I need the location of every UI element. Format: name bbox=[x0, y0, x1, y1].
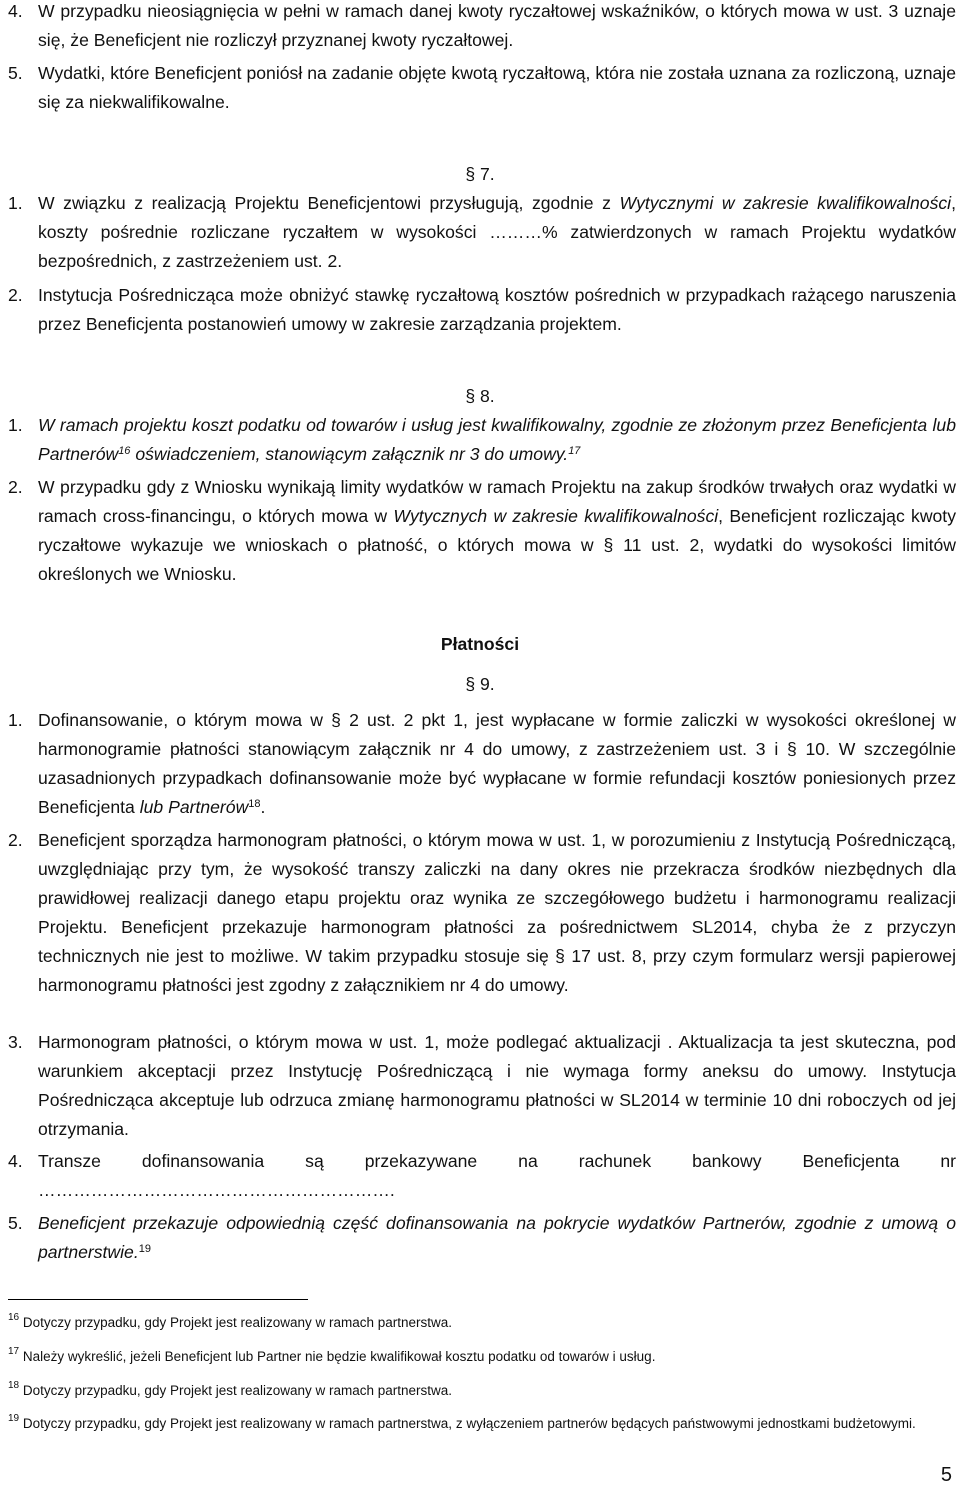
item-number: 5. bbox=[8, 1213, 23, 1233]
item-text-italic: W ramach projektu koszt podatku od towarów i usług jest kwalifikowalny, zgodnie ze złożonym przez Beneficjenta lub Partnerów bbox=[38, 415, 956, 464]
item-text: , Beneficjent rozliczając kwoty ryczałtowe wykazuje we wnioskach o płatność, o których mowa w § 11 ust. 2, wydatki do wysokości limitów określonych we Wniosku. bbox=[38, 506, 956, 584]
item-text: , koszty pośrednie rozliczane ryczałtem w wysokości ………% zatwierdzonych w ramach Projektu wydatków bezpośrednich, z zastrzeżeniem ust. 2. bbox=[38, 193, 956, 271]
section-heading: Płatności bbox=[440, 634, 520, 654]
footnote bbox=[8, 1346, 952, 1367]
item-number: 4. bbox=[8, 1, 23, 21]
item-text: Harmonogram płatności, o którym mowa w ust. 1, może podlegać aktualizacji . Aktualizacja ta jest skuteczna, pod warunkiem akceptacji przez Instytucję Pośredniczącą i nie wymaga formy aneksu do umowy. Instytucja Pośrednicząca akceptuje lub odrzuca zmianę harmonogramu płatności w SL2014 w terminie 10 dni roboczych od jej otrzymania. bbox=[38, 1032, 956, 1139]
list-item bbox=[8, 0, 956, 55]
list-item bbox=[8, 411, 956, 469]
footnote-divider bbox=[8, 1299, 308, 1300]
item-text: Dofinansowanie, o którym mowa w § 2 ust. 2 pkt 1, jest wypłacane w formie zaliczki w wysokości określonej w harmonogramie płatności stanowiącym załącznik nr 4 do umowy, z zastrzeżeniem ust. 3 i § 10. W szczególnie uzasadnionych przypadkach dofinansowanie może być wypłacane w formie refundacji kosztów poniesionych przez Beneficjenta bbox=[38, 710, 956, 817]
footnote-ref[interactable]: 19 bbox=[138, 1243, 151, 1255]
footnote-number: 18 bbox=[8, 1380, 20, 1391]
footnote-text: Należy wykreślić, jeżeli Beneficjent lub Partner nie będzie kwalifikował kosztu podatku od towarów i usług. bbox=[22, 1349, 656, 1364]
section-7-title: § 7. bbox=[465, 164, 495, 184]
item-text: W przypadku nieosiągnięcia w pełni w ramach danej kwoty ryczałtowej wskaźników, o których mowa w ust. 3 uznaje się, że Beneficjent nie rozliczył przyznanej kwoty ryczałtowej. bbox=[38, 1, 956, 50]
item-number: 3. bbox=[8, 1032, 23, 1052]
footnote-ref[interactable]: 17 bbox=[568, 445, 581, 457]
item-number: 2. bbox=[8, 477, 23, 497]
footnote-text: Dotyczy przypadku, gdy Projekt jest realizowany w ramach partnerstwa. bbox=[22, 1315, 453, 1330]
list-item bbox=[8, 281, 956, 339]
item-text: Instytucja Pośrednicząca może obniżyć stawkę ryczałtową kosztów pośrednich w przypadkach rażącego naruszenia przez Beneficjenta postanowień umowy w zakresie zarządzania projektem. bbox=[38, 285, 956, 334]
item-number: 2. bbox=[8, 285, 23, 305]
item-number: 1. bbox=[8, 415, 23, 435]
item-number: 1. bbox=[8, 193, 23, 213]
item-text: W związku z realizacją Projektu Beneficjentowi przysługują, zgodnie z bbox=[38, 193, 620, 213]
item-text: Beneficjent sporządza harmonogram płatności, o którym mowa w ust. 1, w porozumieniu z Instytucją Pośredniczącą, uwzględniając przy tym, że wysokość transzy zaliczki na dany okres nie przekracza środków niezbędnych dla prawidłowej realizacji danego etapu projektu oraz wynika ze szczegółowego budżetu i harmonogramu realizacji Projektu. Beneficjent przekazuje harmonogram płatności za pośrednictwem SL2014, chyba że z przyczyn technicznych nie jest to możliwe. W takim przypadku stosuje się § 17 ust. 8, przy czym formularz wersji papierowej harmonogramu płatności jest zgodny z załącznikiem nr 4 do umowy. bbox=[38, 830, 956, 995]
item-number: 2. bbox=[8, 830, 23, 850]
list-item bbox=[8, 1209, 956, 1267]
footnote-text: Dotyczy przypadku, gdy Projekt jest realizowany w ramach partnerstwa. bbox=[22, 1383, 453, 1398]
footnote-number: 16 bbox=[8, 1312, 20, 1323]
list-item bbox=[8, 473, 956, 589]
footnote bbox=[8, 1380, 952, 1401]
section-8-title: § 8. bbox=[465, 386, 495, 406]
item-text-italic: oświadczeniem, stanowiącym załącznik nr 3 do umowy. bbox=[130, 444, 569, 464]
item-text: . bbox=[260, 797, 266, 817]
footnote-ref[interactable]: 18 bbox=[248, 798, 261, 810]
footnote-number: 17 bbox=[8, 1346, 20, 1357]
list-item bbox=[8, 826, 956, 1000]
item-number: 1. bbox=[8, 710, 23, 730]
footnote bbox=[8, 1413, 952, 1434]
list-item bbox=[8, 59, 956, 117]
item-number: 5. bbox=[8, 63, 23, 83]
section-9-title: § 9. bbox=[465, 674, 495, 694]
item-number: 4. bbox=[8, 1151, 23, 1171]
item-text-italic: lub Partnerów bbox=[139, 797, 249, 817]
footnote-text: Dotyczy przypadku, gdy Projekt jest realizowany w ramach partnerstwa, z wyłączeniem partnerów będących państwowymi jednostkami budżetowymi. bbox=[22, 1416, 916, 1431]
item-text-italic: Beneficjent przekazuje odpowiednią część dofinansowania na pokrycie wydatków Partnerów, zgodnie z umową o partnerstwie. bbox=[38, 1213, 956, 1262]
list-item bbox=[8, 1147, 956, 1205]
item-text-italic: Wytycznych w zakresie kwalifikowalności bbox=[393, 506, 719, 526]
page-number: 5 bbox=[940, 1464, 952, 1486]
item-text: Transze dofinansowania są przekazywane na rachunek bankowy Beneficjenta nr ……………………………………………………. bbox=[38, 1151, 956, 1200]
item-text-italic: Wytycznymi w zakresie kwalifikowalności bbox=[619, 193, 952, 213]
item-text: Wydatki, które Beneficjent poniósł na zadanie objęte kwotą ryczałtową, która nie została uznana za rozliczoną, uznaje się za niekwalifikowalne. bbox=[38, 63, 956, 112]
list-item bbox=[8, 1028, 956, 1144]
item-text: W przypadku gdy z Wniosku wynikają limity wydatków w ramach Projektu na zakup środków trwałych oraz wydatki w ramach cross-financingu, o których mowa w bbox=[38, 477, 956, 526]
footnote-number: 19 bbox=[8, 1413, 20, 1424]
footnote-ref[interactable]: 16 bbox=[118, 445, 131, 457]
list-item bbox=[8, 189, 956, 276]
list-item bbox=[8, 706, 956, 822]
footnote bbox=[8, 1312, 952, 1333]
